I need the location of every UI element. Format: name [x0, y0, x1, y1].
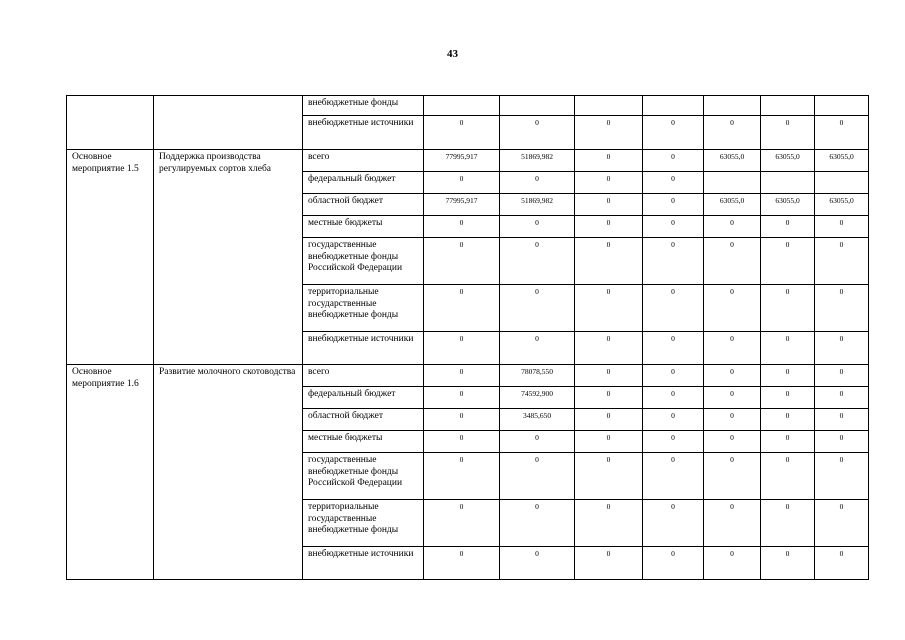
funding-source-cell: областной бюджет	[303, 194, 424, 216]
value-cell: 0	[643, 238, 704, 285]
funding-source-cell: областной бюджет	[303, 409, 424, 431]
value-cell: 78078,550	[500, 365, 575, 387]
value-cell: 0	[643, 365, 704, 387]
funding-source-cell: государственные внебюджетные фонды Российской Федерации	[303, 238, 424, 285]
funding-source-cell: территориальные государственные внебюджетные фонды	[303, 500, 424, 547]
funding-source-cell: государственные внебюджетные фонды Российской Федерации	[303, 453, 424, 500]
value-cell	[761, 96, 815, 116]
funding-source-cell: федеральный бюджет	[303, 387, 424, 409]
value-cell: 0	[761, 500, 815, 547]
value-cell: 0	[575, 431, 643, 453]
funding-source-cell: внебюджетные фонды	[303, 96, 424, 116]
value-cell: 77995,917	[424, 194, 500, 216]
value-cell: 0	[424, 285, 500, 332]
value-cell: 0	[761, 431, 815, 453]
value-cell: 63055,0	[815, 194, 869, 216]
value-cell: 63055,0	[761, 150, 815, 172]
funding-source-cell: местные бюджеты	[303, 431, 424, 453]
value-cell: 0	[424, 365, 500, 387]
value-cell: 77995,917	[424, 150, 500, 172]
value-cell	[815, 96, 869, 116]
value-cell: 0	[643, 500, 704, 547]
value-cell: 0	[575, 453, 643, 500]
value-cell: 0	[815, 332, 869, 365]
value-cell: 0	[500, 116, 575, 150]
program-cell: Основное мероприятие 1.5	[67, 150, 154, 365]
value-cell: 0	[500, 332, 575, 365]
value-cell	[704, 172, 761, 194]
value-cell: 63055,0	[761, 194, 815, 216]
value-cell: 0	[704, 238, 761, 285]
value-cell: 0	[704, 365, 761, 387]
value-cell: 0	[815, 547, 869, 580]
value-cell: 0	[643, 387, 704, 409]
value-cell: 0	[815, 409, 869, 431]
value-cell: 0	[643, 172, 704, 194]
value-cell	[704, 96, 761, 116]
value-cell: 0	[575, 500, 643, 547]
value-cell: 0	[815, 500, 869, 547]
program-cell	[67, 96, 154, 150]
value-cell: 0	[761, 387, 815, 409]
value-cell: 0	[761, 238, 815, 285]
program-cell: Основное мероприятие 1.6	[67, 365, 154, 580]
value-cell: 0	[500, 431, 575, 453]
value-cell: 0	[500, 547, 575, 580]
funding-source-cell: федеральный бюджет	[303, 172, 424, 194]
value-cell: 0	[704, 431, 761, 453]
value-cell: 0	[424, 387, 500, 409]
value-cell: 0	[761, 453, 815, 500]
value-cell: 0	[424, 172, 500, 194]
value-cell: 0	[575, 116, 643, 150]
value-cell: 0	[575, 216, 643, 238]
value-cell: 0	[704, 216, 761, 238]
value-cell	[761, 172, 815, 194]
value-cell: 0	[424, 453, 500, 500]
funding-source-cell: внебюджетные источники	[303, 547, 424, 580]
value-cell: 0	[815, 216, 869, 238]
table-row	[67, 150, 869, 172]
value-cell: 0	[424, 238, 500, 285]
value-cell: 0	[575, 238, 643, 285]
value-cell: 0	[575, 285, 643, 332]
value-cell: 0	[643, 409, 704, 431]
value-cell: 0	[643, 332, 704, 365]
value-cell: 0	[643, 285, 704, 332]
value-cell: 0	[424, 409, 500, 431]
value-cell: 0	[815, 116, 869, 150]
value-cell: 0	[424, 547, 500, 580]
value-cell: 0	[815, 387, 869, 409]
table-row	[67, 365, 869, 387]
value-cell: 0	[704, 500, 761, 547]
activity-name-cell: Развитие молочного скотоводства	[154, 365, 303, 580]
value-cell: 0	[500, 285, 575, 332]
value-cell: 0	[704, 387, 761, 409]
value-cell: 0	[575, 547, 643, 580]
value-cell: 0	[643, 194, 704, 216]
funding-source-cell: местные бюджеты	[303, 216, 424, 238]
value-cell: 0	[704, 547, 761, 580]
value-cell: 0	[815, 285, 869, 332]
value-cell: 0	[704, 116, 761, 150]
value-cell: 0	[575, 365, 643, 387]
value-cell: 0	[761, 365, 815, 387]
value-cell: 0	[815, 431, 869, 453]
value-cell: 0	[575, 409, 643, 431]
value-cell: 0	[643, 453, 704, 500]
value-cell: 63055,0	[704, 194, 761, 216]
value-cell	[500, 96, 575, 116]
value-cell: 0	[643, 150, 704, 172]
funding-source-cell: территориальные государственные внебюджетные фонды	[303, 285, 424, 332]
value-cell	[424, 96, 500, 116]
value-cell: 0	[575, 387, 643, 409]
value-cell: 0	[500, 238, 575, 285]
value-cell: 51869,982	[500, 194, 575, 216]
value-cell: 0	[704, 453, 761, 500]
value-cell: 0	[704, 285, 761, 332]
value-cell: 0	[500, 172, 575, 194]
value-cell: 0	[761, 332, 815, 365]
value-cell: 0	[761, 547, 815, 580]
funding-source-cell: всего	[303, 150, 424, 172]
value-cell: 51869,982	[500, 150, 575, 172]
value-cell: 0	[575, 150, 643, 172]
value-cell: 0	[761, 409, 815, 431]
value-cell: 0	[761, 285, 815, 332]
value-cell: 0	[500, 500, 575, 547]
value-cell: 0	[500, 453, 575, 500]
value-cell: 0	[500, 216, 575, 238]
value-cell: 0	[643, 431, 704, 453]
value-cell: 0	[424, 500, 500, 547]
table-row	[67, 96, 869, 116]
value-cell: 0	[643, 216, 704, 238]
value-cell: 0	[424, 116, 500, 150]
value-cell: 63055,0	[815, 150, 869, 172]
value-cell: 0	[815, 453, 869, 500]
activity-name-cell: Поддержка производства регулируемых сортов хлеба	[154, 150, 303, 365]
value-cell: 0	[704, 332, 761, 365]
funding-source-cell: всего	[303, 365, 424, 387]
value-cell: 0	[575, 332, 643, 365]
value-cell: 0	[643, 547, 704, 580]
value-cell: 0	[761, 216, 815, 238]
value-cell: 0	[575, 194, 643, 216]
value-cell	[643, 96, 704, 116]
value-cell: 74592,900	[500, 387, 575, 409]
value-cell	[815, 172, 869, 194]
value-cell: 0	[815, 365, 869, 387]
value-cell: 0	[424, 332, 500, 365]
value-cell: 3485,650	[500, 409, 575, 431]
value-cell: 0	[424, 216, 500, 238]
page-number: 43	[447, 48, 458, 60]
value-cell: 0	[761, 116, 815, 150]
value-cell: 0	[424, 431, 500, 453]
value-cell: 63055,0	[704, 150, 761, 172]
funding-table	[66, 95, 869, 580]
activity-name-cell	[154, 96, 303, 150]
value-cell: 0	[575, 172, 643, 194]
value-cell	[575, 96, 643, 116]
funding-source-cell: внебюджетные источники	[303, 332, 424, 365]
value-cell: 0	[815, 238, 869, 285]
value-cell: 0	[704, 409, 761, 431]
value-cell: 0	[643, 116, 704, 150]
funding-source-cell: внебюджетные источники	[303, 116, 424, 150]
